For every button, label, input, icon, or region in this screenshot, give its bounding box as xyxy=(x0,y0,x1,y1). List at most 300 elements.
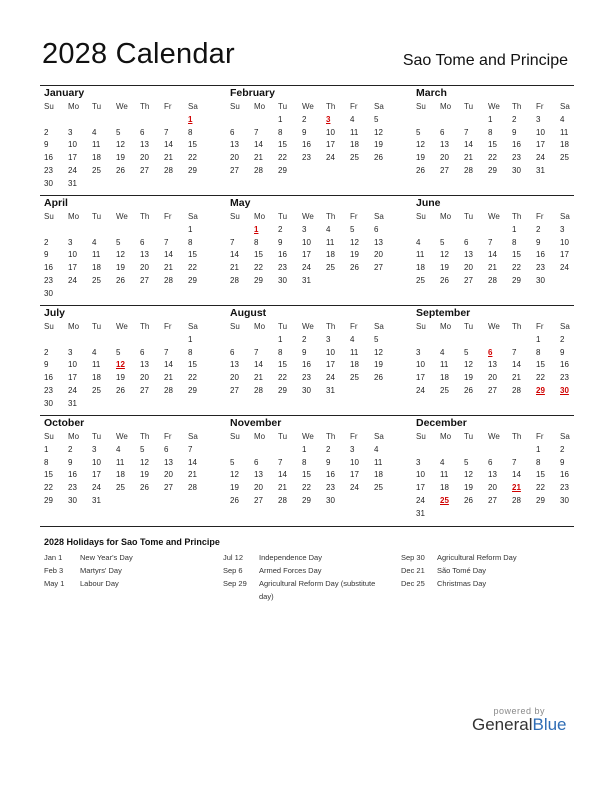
holiday-row xyxy=(44,577,214,590)
weekday-label: Su xyxy=(44,212,54,221)
empty-cell xyxy=(440,224,464,237)
empty-cell xyxy=(140,114,164,127)
day-cell: 23 xyxy=(536,263,545,273)
weekday-label: Mo xyxy=(440,102,452,111)
holiday-date: Feb 3 xyxy=(44,566,64,575)
day-cell: 10 xyxy=(326,347,335,357)
day-cell: 31 xyxy=(536,165,545,175)
weekday-label: Su xyxy=(416,102,426,111)
month-name: April xyxy=(44,197,68,209)
day-cell: 31 xyxy=(68,178,77,188)
holiday-row xyxy=(223,551,393,564)
day-cell: 20 xyxy=(464,263,473,273)
day-cell: 15 xyxy=(512,250,521,260)
day-cell: 7 xyxy=(164,127,169,137)
month-january xyxy=(40,86,226,195)
day-cell: 6 xyxy=(374,224,379,234)
holiday-date: Dec 21 xyxy=(401,566,425,575)
empty-cell xyxy=(230,114,254,127)
day-cell: 2 xyxy=(560,444,565,454)
day-cell: 21 xyxy=(254,153,263,163)
day-cell: 18 xyxy=(92,153,101,163)
day-cell: 20 xyxy=(254,483,263,493)
day-cell: 16 xyxy=(512,140,521,150)
day-cell: 21 xyxy=(254,373,263,383)
day-cell: 28 xyxy=(188,483,197,493)
day-cell: 8 xyxy=(536,347,541,357)
day-cell: 31 xyxy=(302,275,311,285)
day-cell: 24 xyxy=(326,373,335,383)
month-june xyxy=(412,196,574,305)
day-cell: 5 xyxy=(116,347,121,357)
day-cell: 1 xyxy=(188,334,193,344)
day-cell: 8 xyxy=(302,457,307,467)
empty-cell xyxy=(488,334,512,347)
day-cell: 9 xyxy=(560,457,565,467)
day-cell: 18 xyxy=(326,250,335,260)
weekday-label: Sa xyxy=(374,432,384,441)
empty-cell xyxy=(512,334,536,347)
day-cell: 5 xyxy=(140,444,145,454)
brand-name xyxy=(472,715,567,735)
day-cell: 3 xyxy=(416,457,421,467)
day-cell: 13 xyxy=(464,250,473,260)
day-cell: 1 xyxy=(536,334,541,344)
day-cell: 15 xyxy=(188,140,197,150)
empty-cell xyxy=(464,224,488,237)
day-cell: 27 xyxy=(164,483,173,493)
day-cell: 27 xyxy=(488,495,497,505)
weekday-label: We xyxy=(116,102,128,111)
day-cell: 17 xyxy=(326,360,335,370)
day-cell: 21 xyxy=(164,153,173,163)
empty-cell xyxy=(464,334,488,347)
day-cell: 19 xyxy=(230,483,239,493)
day-cell: 28 xyxy=(164,275,173,285)
day-cell: 2 xyxy=(44,347,49,357)
day-cell: 8 xyxy=(188,347,193,357)
day-cell: 14 xyxy=(254,360,263,370)
day-cell: 22 xyxy=(278,373,287,383)
day-cell: 14 xyxy=(188,457,197,467)
day-cell: 24 xyxy=(536,153,545,163)
day-cell: 27 xyxy=(488,385,497,395)
day-grid xyxy=(230,431,412,508)
day-cell: 10 xyxy=(68,140,77,150)
day-cell: 16 xyxy=(44,153,53,163)
empty-cell xyxy=(140,224,164,237)
day-cell: 14 xyxy=(254,140,263,150)
day-cell: 12 xyxy=(374,347,383,357)
weekday-label: Fr xyxy=(350,432,358,441)
day-cell: 29 xyxy=(188,275,197,285)
day-cell: 3 xyxy=(68,237,73,247)
day-cell: 27 xyxy=(140,275,149,285)
weekday-label: Th xyxy=(326,212,336,221)
weekday-label: Fr xyxy=(164,102,172,111)
day-cell: 10 xyxy=(302,237,311,247)
weekday-label: Su xyxy=(44,432,54,441)
day-cell: 18 xyxy=(92,373,101,383)
holiday-day: 3 xyxy=(326,114,331,124)
day-cell: 4 xyxy=(92,237,97,247)
holiday-row xyxy=(44,564,214,577)
weekday-label: Tu xyxy=(464,432,474,441)
day-cell: 28 xyxy=(254,385,263,395)
day-cell: 11 xyxy=(350,127,359,137)
day-cell: 9 xyxy=(326,457,331,467)
empty-cell xyxy=(254,444,278,457)
day-cell: 9 xyxy=(44,360,49,370)
empty-cell xyxy=(116,224,140,237)
day-cell: 4 xyxy=(374,444,379,454)
day-cell: 17 xyxy=(92,470,101,480)
month-may xyxy=(226,196,412,305)
month-name: February xyxy=(230,87,275,99)
day-cell: 15 xyxy=(278,140,287,150)
day-cell: 15 xyxy=(254,250,263,260)
day-cell: 19 xyxy=(416,153,425,163)
day-cell: 29 xyxy=(278,165,287,175)
day-cell: 12 xyxy=(116,250,125,260)
weekday-label: Sa xyxy=(560,212,570,221)
day-cell: 25 xyxy=(92,385,101,395)
day-cell: 21 xyxy=(278,483,287,493)
day-cell: 15 xyxy=(278,360,287,370)
weekday-label: We xyxy=(302,432,314,441)
day-cell: 12 xyxy=(140,457,149,467)
day-grid xyxy=(44,101,226,191)
holiday-day: 6 xyxy=(488,347,493,357)
weekday-label: Su xyxy=(44,102,54,111)
weekday-label: Sa xyxy=(374,212,384,221)
day-cell: 7 xyxy=(512,347,517,357)
day-cell: 9 xyxy=(512,127,517,137)
day-cell: 14 xyxy=(230,250,239,260)
day-cell: 5 xyxy=(116,237,121,247)
day-cell: 3 xyxy=(350,444,355,454)
day-cell: 1 xyxy=(536,444,541,454)
day-cell: 21 xyxy=(464,153,473,163)
day-cell: 27 xyxy=(440,165,449,175)
day-cell: 26 xyxy=(140,483,149,493)
day-cell: 18 xyxy=(116,470,125,480)
day-cell: 30 xyxy=(326,495,335,505)
day-cell: 2 xyxy=(326,444,331,454)
day-cell: 13 xyxy=(230,140,239,150)
day-grid xyxy=(230,101,412,178)
weekday-label: We xyxy=(302,212,314,221)
empty-cell xyxy=(440,334,464,347)
day-cell: 20 xyxy=(140,263,149,273)
day-cell: 26 xyxy=(116,165,125,175)
weekday-label: Sa xyxy=(188,432,198,441)
empty-cell xyxy=(92,114,116,127)
weekday-label: Sa xyxy=(560,322,570,331)
day-cell: 12 xyxy=(350,237,359,247)
month-name: January xyxy=(44,87,85,99)
day-cell: 7 xyxy=(512,457,517,467)
day-cell: 25 xyxy=(350,373,359,383)
day-cell: 28 xyxy=(488,275,497,285)
month-august xyxy=(226,306,412,415)
day-cell: 7 xyxy=(254,127,259,137)
day-cell: 1 xyxy=(512,224,517,234)
day-cell: 11 xyxy=(374,457,383,467)
day-cell: 28 xyxy=(164,385,173,395)
weekday-label: Fr xyxy=(164,322,172,331)
calendar xyxy=(40,85,574,527)
day-cell: 2 xyxy=(560,334,565,344)
day-cell: 12 xyxy=(116,140,125,150)
day-cell: 26 xyxy=(416,165,425,175)
day-cell: 30 xyxy=(44,288,53,298)
day-cell: 8 xyxy=(512,237,517,247)
day-cell: 1 xyxy=(188,224,193,234)
day-cell: 22 xyxy=(254,263,263,273)
day-cell: 27 xyxy=(140,165,149,175)
day-cell: 23 xyxy=(560,373,569,383)
day-cell: 18 xyxy=(374,470,383,480)
day-cell: 13 xyxy=(374,237,383,247)
day-cell: 21 xyxy=(188,470,197,480)
month-july xyxy=(40,306,226,415)
weekday-label: Sa xyxy=(560,102,570,111)
day-cell: 20 xyxy=(164,470,173,480)
holiday-date: Sep 30 xyxy=(401,553,425,562)
day-cell: 2 xyxy=(44,127,49,137)
holiday-name: Martyrs' Day xyxy=(80,566,122,575)
day-cell: 18 xyxy=(350,360,359,370)
day-cell: 3 xyxy=(68,347,73,357)
day-cell: 8 xyxy=(278,127,283,137)
day-grid xyxy=(416,321,574,398)
day-cell: 6 xyxy=(140,347,145,357)
day-cell: 6 xyxy=(230,127,235,137)
weekday-label: Mo xyxy=(440,322,452,331)
day-cell: 16 xyxy=(278,250,287,260)
day-cell: 12 xyxy=(464,360,473,370)
weekday-label: Th xyxy=(512,322,522,331)
weekday-label: We xyxy=(116,212,128,221)
day-cell: 31 xyxy=(92,495,101,505)
day-cell: 26 xyxy=(116,275,125,285)
day-cell: 23 xyxy=(44,275,53,285)
weekday-label: Su xyxy=(416,322,426,331)
empty-cell xyxy=(440,114,464,127)
holiday-date: Sep 6 xyxy=(223,566,243,575)
day-cell: 11 xyxy=(92,360,101,370)
day-cell: 25 xyxy=(560,153,569,163)
day-cell: 30 xyxy=(536,275,545,285)
day-cell: 23 xyxy=(302,153,311,163)
empty-cell xyxy=(230,224,254,237)
day-cell: 2 xyxy=(68,444,73,454)
day-cell: 8 xyxy=(254,237,259,247)
day-cell: 14 xyxy=(164,140,173,150)
day-cell: 25 xyxy=(350,153,359,163)
empty-cell xyxy=(512,444,536,457)
holiday-row xyxy=(44,551,214,564)
empty-cell xyxy=(44,114,68,127)
day-cell: 24 xyxy=(326,153,335,163)
empty-cell xyxy=(488,444,512,457)
holiday-row xyxy=(223,577,393,603)
brand-logo xyxy=(472,706,567,735)
day-cell: 23 xyxy=(302,373,311,383)
day-cell: 6 xyxy=(140,237,145,247)
day-cell: 13 xyxy=(140,360,149,370)
day-cell: 16 xyxy=(68,470,77,480)
day-cell: 24 xyxy=(350,483,359,493)
day-cell: 20 xyxy=(488,373,497,383)
day-cell: 1 xyxy=(488,114,493,124)
day-cell: 2 xyxy=(44,237,49,247)
day-cell: 29 xyxy=(188,165,197,175)
day-cell: 12 xyxy=(416,140,425,150)
day-cell: 12 xyxy=(464,470,473,480)
day-grid xyxy=(230,211,412,288)
weekday-label: Tu xyxy=(464,212,474,221)
weekday-label: Fr xyxy=(350,102,358,111)
weekday-label: Tu xyxy=(464,102,474,111)
day-cell: 26 xyxy=(116,385,125,395)
day-cell: 29 xyxy=(488,165,497,175)
holiday-name: Agricultural Reform Day (substitute day) xyxy=(259,579,376,601)
day-cell: 16 xyxy=(560,470,569,480)
day-cell: 11 xyxy=(416,250,425,260)
weekday-label: We xyxy=(302,322,314,331)
weekday-label: Su xyxy=(416,432,426,441)
day-cell: 7 xyxy=(188,444,193,454)
day-cell: 17 xyxy=(302,250,311,260)
day-cell: 5 xyxy=(116,127,121,137)
empty-cell xyxy=(416,224,440,237)
weekday-label: Th xyxy=(140,212,150,221)
day-cell: 24 xyxy=(68,275,77,285)
day-cell: 29 xyxy=(278,385,287,395)
day-cell: 28 xyxy=(254,165,263,175)
weekday-label: Mo xyxy=(254,322,266,331)
day-cell: 4 xyxy=(440,457,445,467)
day-cell: 19 xyxy=(116,373,125,383)
weekday-label: Sa xyxy=(374,322,384,331)
empty-cell xyxy=(164,224,188,237)
day-grid xyxy=(44,321,226,411)
day-cell: 7 xyxy=(164,237,169,247)
day-cell: 21 xyxy=(164,373,173,383)
holiday-date: Jul 12 xyxy=(223,553,244,562)
weekday-label: Mo xyxy=(68,212,80,221)
weekday-label: Mo xyxy=(68,102,80,111)
day-cell: 28 xyxy=(464,165,473,175)
day-cell: 4 xyxy=(92,347,97,357)
day-grid xyxy=(416,431,574,521)
day-cell: 5 xyxy=(416,127,421,137)
day-cell: 2 xyxy=(278,224,283,234)
empty-cell xyxy=(464,444,488,457)
day-cell: 10 xyxy=(68,250,77,260)
weekday-label: Fr xyxy=(536,212,544,221)
holiday-row xyxy=(401,577,571,590)
day-cell: 20 xyxy=(140,373,149,383)
holiday-day: 1 xyxy=(254,224,259,234)
day-cell: 23 xyxy=(68,483,77,493)
day-cell: 28 xyxy=(230,275,239,285)
weekday-label: Fr xyxy=(164,212,172,221)
day-cell: 24 xyxy=(68,385,77,395)
month-september xyxy=(412,306,574,415)
day-cell: 10 xyxy=(326,127,335,137)
day-cell: 25 xyxy=(440,385,449,395)
day-cell: 1 xyxy=(278,334,283,344)
day-cell: 3 xyxy=(536,114,541,124)
day-cell: 25 xyxy=(116,483,125,493)
month-row-4 xyxy=(40,415,574,527)
day-cell: 12 xyxy=(374,127,383,137)
month-april xyxy=(40,196,226,305)
weekday-label: Sa xyxy=(560,432,570,441)
empty-cell xyxy=(140,334,164,347)
holiday-date: Sep 29 xyxy=(223,579,247,588)
weekday-label: Tu xyxy=(92,212,102,221)
day-cell: 19 xyxy=(140,470,149,480)
weekday-label: Su xyxy=(44,322,54,331)
day-cell: 5 xyxy=(350,224,355,234)
weekday-label: Tu xyxy=(278,212,288,221)
day-cell: 26 xyxy=(440,275,449,285)
day-cell: 21 xyxy=(230,263,239,273)
day-cell: 11 xyxy=(92,250,101,260)
day-cell: 27 xyxy=(230,385,239,395)
day-cell: 14 xyxy=(164,250,173,260)
day-cell: 28 xyxy=(512,385,521,395)
holiday-column-3 xyxy=(401,551,571,590)
day-cell: 29 xyxy=(254,275,263,285)
day-cell: 20 xyxy=(230,153,239,163)
day-cell: 24 xyxy=(416,385,425,395)
day-cell: 31 xyxy=(68,398,77,408)
holiday-date: May 1 xyxy=(44,579,65,588)
brand-name-general: General xyxy=(472,715,533,734)
day-cell: 6 xyxy=(140,127,145,137)
empty-cell xyxy=(116,114,140,127)
weekday-label: Mo xyxy=(254,102,266,111)
day-cell: 23 xyxy=(326,483,335,493)
day-grid xyxy=(44,431,226,508)
day-cell: 21 xyxy=(488,263,497,273)
day-cell: 26 xyxy=(350,263,359,273)
day-grid xyxy=(416,211,574,288)
day-cell: 19 xyxy=(464,373,473,383)
day-cell: 25 xyxy=(374,483,383,493)
day-cell: 4 xyxy=(326,224,331,234)
day-cell: 14 xyxy=(488,250,497,260)
month-row-1 xyxy=(40,85,574,195)
holiday-day: 30 xyxy=(560,385,569,395)
day-cell: 1 xyxy=(44,444,49,454)
month-name: October xyxy=(44,417,85,429)
day-cell: 29 xyxy=(536,495,545,505)
holiday-name: Armed Forces Day xyxy=(259,566,322,575)
day-cell: 21 xyxy=(164,263,173,273)
day-cell: 13 xyxy=(230,360,239,370)
empty-cell xyxy=(230,444,254,457)
holiday-column-1 xyxy=(44,551,214,590)
empty-cell xyxy=(416,114,440,127)
weekday-label: Fr xyxy=(350,212,358,221)
empty-cell xyxy=(488,224,512,237)
